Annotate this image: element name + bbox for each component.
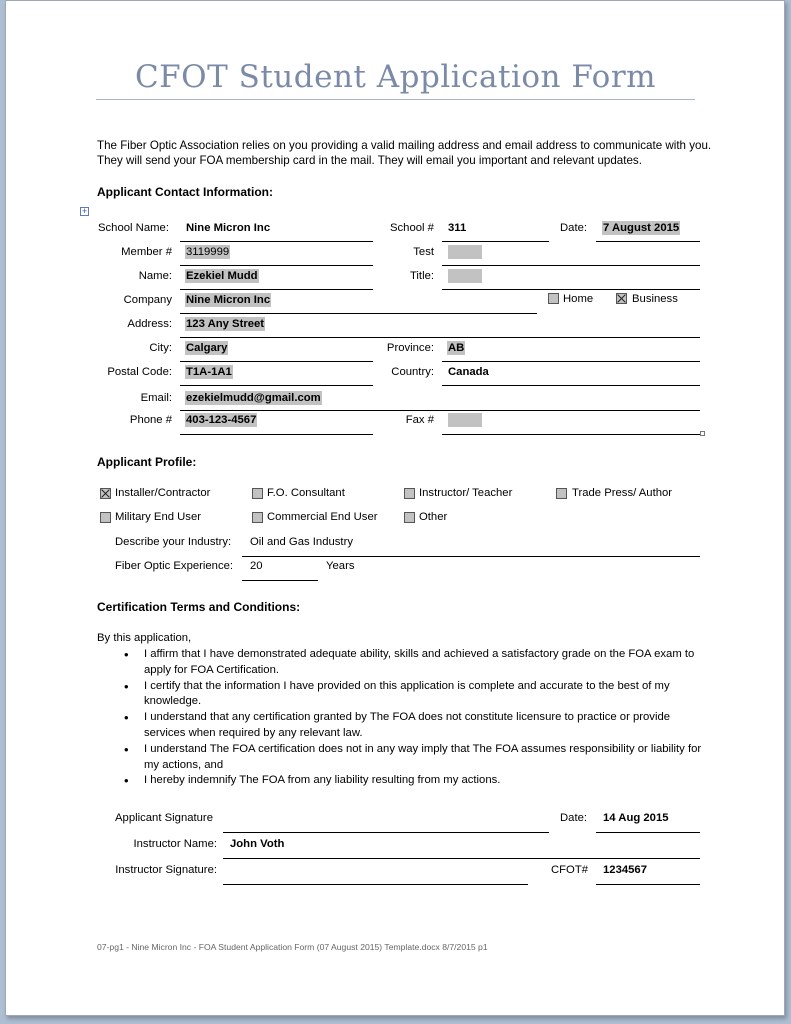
name-label: Name: bbox=[138, 270, 172, 282]
city-label: City: bbox=[149, 342, 172, 354]
page-title: CFOT Student Application Form bbox=[134, 59, 657, 95]
phone-label: Phone # bbox=[129, 414, 172, 426]
member-value[interactable]: 3119999 bbox=[186, 246, 230, 258]
document-page bbox=[5, 0, 785, 1016]
bullet-icon: • bbox=[124, 710, 129, 726]
country-line bbox=[442, 385, 700, 386]
bullet-icon: • bbox=[124, 678, 129, 694]
phone-line bbox=[180, 434, 373, 435]
fax-field[interactable] bbox=[448, 413, 482, 427]
contact-heading: Applicant Contact Information: bbox=[97, 185, 273, 199]
school-num-value[interactable]: 311 bbox=[448, 222, 467, 234]
name-value[interactable]: Ezekiel Mudd bbox=[186, 270, 258, 282]
terms-list bbox=[124, 647, 714, 789]
home-label: Home bbox=[563, 293, 594, 305]
applicant-signature-line[interactable] bbox=[223, 832, 549, 833]
military-label: Military End User bbox=[115, 511, 202, 523]
trade-press-checkbox[interactable] bbox=[556, 488, 567, 499]
experience-line bbox=[242, 580, 318, 581]
phone-value[interactable]: 403-123-4567 bbox=[186, 414, 257, 426]
terms-item bbox=[124, 773, 714, 789]
signature-date-line bbox=[596, 832, 700, 833]
email-line bbox=[180, 410, 700, 411]
fax-label: Fax # bbox=[405, 414, 434, 426]
address-line bbox=[180, 337, 700, 338]
terms-item bbox=[124, 710, 714, 742]
school-name-value[interactable]: Nine Micron Inc bbox=[186, 222, 271, 234]
address-label: Address: bbox=[127, 318, 172, 330]
fax-line bbox=[442, 434, 700, 435]
table-move-icon[interactable]: + bbox=[81, 206, 88, 216]
industry-line bbox=[242, 556, 700, 557]
city-value[interactable]: Calgary bbox=[186, 342, 228, 354]
military-checkbox[interactable] bbox=[100, 512, 111, 523]
table-resize-handle[interactable] bbox=[700, 431, 705, 436]
bullet-icon: • bbox=[124, 647, 129, 662]
installer-label: Installer/Contractor bbox=[115, 487, 211, 499]
member-label: Member # bbox=[121, 246, 172, 258]
other-checkbox[interactable] bbox=[404, 512, 415, 523]
other-label: Other bbox=[419, 511, 448, 523]
business-label: Business bbox=[632, 293, 678, 305]
intro-paragraph: The Fiber Optic Association relies on you providing a valid mailing address and email address to communicate with you. They will send your FOA membership card in the mail. They will email you important and relevant updates. bbox=[97, 139, 712, 167]
title-label: Title: bbox=[409, 270, 434, 282]
applicant-signature-label: Applicant Signature bbox=[115, 812, 213, 824]
instructor-name-value[interactable]: John Voth bbox=[230, 838, 285, 850]
test-field[interactable] bbox=[448, 245, 482, 259]
test-label: Test bbox=[413, 246, 434, 258]
member-line bbox=[180, 265, 373, 266]
terms-item bbox=[124, 647, 714, 679]
terms-heading: Certification Terms and Conditions: bbox=[97, 600, 301, 614]
terms-intro: By this application, bbox=[97, 632, 192, 644]
commercial-label: Commercial End User bbox=[267, 511, 378, 523]
profile-heading: Applicant Profile: bbox=[97, 455, 197, 469]
page-footer: 07-pg1 - Nine Micron Inc - FOA Student Application Form (07 August 2015) Template.docx 8/7/2015 p1 bbox=[97, 942, 488, 952]
experience-label: Fiber Optic Experience: bbox=[115, 560, 234, 572]
school-num-label: School # bbox=[390, 222, 434, 234]
name-line bbox=[180, 289, 373, 290]
instructor-name-line bbox=[223, 858, 700, 859]
school-name-label: School Name: bbox=[98, 222, 169, 234]
province-value[interactable]: AB bbox=[448, 342, 465, 354]
commercial-checkbox[interactable] bbox=[252, 512, 263, 523]
date-value[interactable]: 7 August 2015 bbox=[603, 222, 680, 234]
terms-item bbox=[124, 742, 714, 774]
postal-label: Postal Code: bbox=[107, 366, 172, 378]
terms-item bbox=[124, 679, 714, 711]
signature-date-value[interactable]: 14 Aug 2015 bbox=[603, 812, 669, 824]
trade-press-label: Trade Press/ Author bbox=[572, 487, 673, 499]
years-label: Years bbox=[326, 560, 355, 572]
instructor-checkbox[interactable] bbox=[404, 488, 415, 499]
installer-checkbox[interactable] bbox=[100, 488, 111, 499]
school-num-line bbox=[442, 241, 549, 242]
cfot-line bbox=[596, 884, 700, 885]
postal-line bbox=[180, 385, 373, 386]
instructor-label: Instructor/ Teacher bbox=[419, 487, 513, 499]
company-line bbox=[180, 313, 537, 314]
industry-value[interactable]: Oil and Gas Industry bbox=[250, 536, 353, 548]
industry-label: Describe your Industry: bbox=[115, 536, 232, 548]
instructor-name-label: Instructor Name: bbox=[133, 838, 217, 850]
instructor-signature-label: Instructor Signature: bbox=[115, 864, 217, 876]
school-name-line bbox=[180, 241, 373, 242]
country-value[interactable]: Canada bbox=[448, 366, 489, 378]
date-label: Date: bbox=[560, 222, 588, 234]
title-rule bbox=[96, 99, 695, 100]
signature-date-label: Date: bbox=[560, 812, 588, 824]
city-line bbox=[180, 361, 373, 362]
country-label: Country: bbox=[391, 366, 434, 378]
email-label: Email: bbox=[140, 392, 172, 404]
fo-consultant-label: F.O. Consultant bbox=[267, 487, 345, 499]
fo-consultant-checkbox[interactable] bbox=[252, 488, 263, 499]
date-line bbox=[596, 241, 700, 242]
company-value[interactable]: Nine Micron Inc bbox=[186, 294, 271, 306]
home-checkbox[interactable] bbox=[548, 293, 559, 304]
company-label: Company bbox=[123, 294, 172, 306]
cfot-value[interactable]: 1234567 bbox=[603, 864, 647, 876]
province-label: Province: bbox=[386, 342, 434, 354]
title-field[interactable] bbox=[448, 269, 482, 283]
terms-item-text: I understand that any certification granted by The FOA does not constitute licensure to practice or provide services when required by any relevant law. bbox=[144, 711, 671, 739]
province-line bbox=[442, 361, 700, 362]
email-value[interactable]: ezekielmudd@gmail.com bbox=[186, 392, 321, 404]
address-value[interactable]: 123 Any Street bbox=[186, 318, 265, 330]
bullet-icon: • bbox=[124, 773, 129, 789]
experience-value[interactable]: 20 bbox=[250, 560, 263, 572]
cfot-label: CFOT# bbox=[550, 864, 588, 876]
test-line bbox=[442, 265, 700, 266]
business-checkbox[interactable] bbox=[616, 293, 627, 304]
terms-item-text: I affirm that I have demonstrated adequate ability, skills and achieved a satisfactory grade on the FOA exam to apply for FOA Certification. bbox=[144, 648, 695, 676]
title-line bbox=[442, 289, 700, 290]
bullet-icon: • bbox=[124, 741, 129, 757]
terms-item-text: I understand The FOA certification does not in any way imply that The FOA assumes responsibility or liability for my actions, and bbox=[144, 742, 702, 771]
terms-item-text: I certify that the information I have provided on this application is complete and accurate to the best of my knowledge. bbox=[144, 679, 670, 708]
instructor-signature-line[interactable] bbox=[223, 884, 528, 885]
postal-value[interactable]: T1A-1A1 bbox=[186, 366, 232, 378]
terms-item-text: I hereby indemnify The FOA from any liability resulting from my actions. bbox=[144, 774, 501, 787]
